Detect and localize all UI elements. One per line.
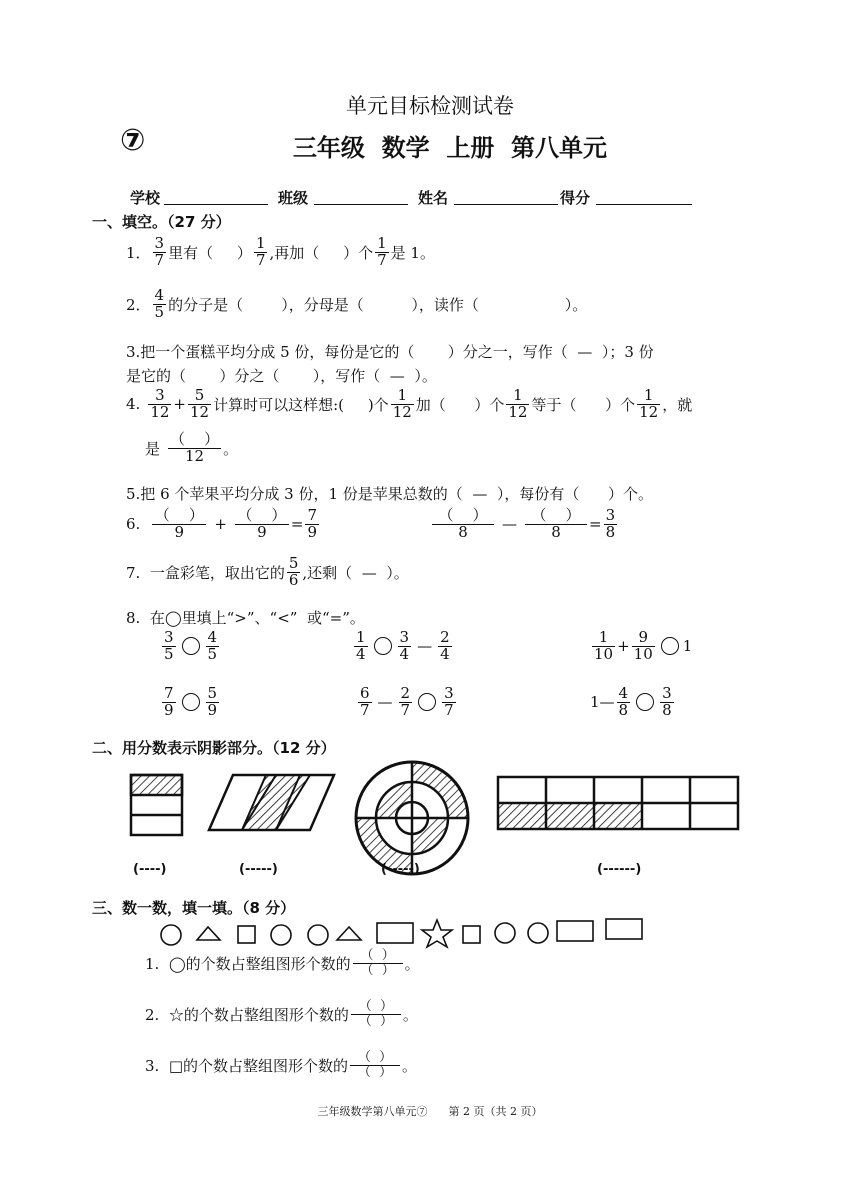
fraction: $\frac{1}{12}$: [639, 386, 659, 421]
section-3-question-2: 2. ☆的个数占整组图形个数的 $\frac{( )}{( )}$ 。: [145, 999, 418, 1029]
section-3-title: 三、数一数，填一填。（8 分）: [92, 899, 296, 917]
compare-item: $\frac{6}{7}$ — $\frac{2}{7}$ $\frac{3}{7}$: [360, 684, 454, 719]
fraction: $\frac{( )}{12}$: [170, 430, 220, 465]
triangle-shape: [337, 927, 361, 940]
compare-item: 1— $\frac{4}{8}$ $\frac{3}{8}$: [590, 684, 672, 719]
class-label: 班级: [278, 189, 309, 207]
fraction: $\frac{7}{9}$: [164, 684, 174, 719]
question-6-left: 6. $\frac{( )}{9}$ + $\frac{( )}{9}$ = $\frac{7}{9}$: [126, 506, 318, 541]
fraction: $\frac{4}{5}$: [154, 286, 165, 321]
fraction: $\frac{3}{7}$: [154, 234, 165, 269]
rectangle-shape: [377, 923, 413, 943]
fraction: $\frac{5}{6}$: [288, 554, 299, 589]
fraction: $\frac{3}{12}$: [150, 386, 170, 421]
question-1: 1． $\frac{3}{7}$ 里有（ ） $\frac{1}{7}$ ,再加（ ）个 $\frac{1}{7}$ 是 1。: [126, 234, 435, 269]
compare-item: $\frac{1}{4}$ $\frac{3}{4}$ — $\frac{2}{4}$: [356, 628, 450, 663]
section-2-title: 二、用分数表示阴影部分。（12 分）: [92, 739, 336, 757]
answer-blank[interactable]: (----): [133, 862, 167, 877]
question-5: 5.把 6 个苹果平均分成 3 份，1 份是苹果总数的（ — ），每份有（ ）个。: [126, 485, 653, 503]
question-7: 7. 一盒彩笔，取出它的 $\frac{5}{6}$ ,还剩（ — ）。: [126, 554, 409, 589]
section-3-question-3: 3. □的个数占整组图形个数的 $\frac{( )}{( )}$ 。: [145, 1050, 418, 1080]
square-shape: [463, 926, 480, 943]
fraction: $\frac{3}{7}$: [444, 684, 454, 719]
star-shape: [422, 920, 452, 947]
fraction: $\frac{3}{8}$: [605, 506, 616, 541]
fraction: $\frac{9}{10}$: [633, 628, 653, 663]
fraction-blank[interactable]: $\frac{( )}{( )}$: [353, 949, 403, 977]
fraction: $\frac{1}{10}$: [594, 628, 614, 663]
school-label: 学校: [130, 189, 161, 207]
fraction: $\frac{5}{9}$: [207, 684, 218, 719]
fraction: $\frac{( )}{8}$: [525, 508, 587, 541]
fraction: $\frac{3}{8}$: [662, 684, 672, 719]
question-4-line-2: 是 $\frac{( )}{12}$ 。: [145, 430, 239, 465]
rectangle-shape: [557, 921, 593, 941]
question-3-line-2: 是它的（ ）分之（ ），写作（ — ）。: [126, 367, 437, 385]
circle-shape: [528, 923, 548, 943]
triangle-shape: [197, 927, 220, 940]
question-8-title: 8. 在◯里填上“>”、“<” 或“=”。: [126, 609, 365, 627]
unit-number-badge: ⑦: [120, 123, 146, 158]
fraction: $\frac{1}{12}$: [508, 386, 528, 421]
fraction: $\frac{2}{4}$: [440, 628, 450, 663]
fraction: $\frac{1}{7}$: [255, 234, 266, 269]
name-label: 姓名: [418, 189, 449, 207]
question-3-line-1: 3.把一个蛋糕平均分成 5 份，每份是它的（ ）分之一，写作（ — ）；3 份: [126, 343, 654, 361]
fraction-blank[interactable]: $\frac{( )}{( )}$: [351, 1000, 401, 1028]
fraction: $\frac{4}{8}$: [618, 684, 629, 719]
fraction: $\frac{2}{7}$: [400, 684, 411, 719]
fraction: $\frac{( )}{9}$: [235, 508, 289, 541]
square-shape: [238, 926, 255, 943]
question-2: 2． $\frac{4}{5}$ 的分子是（ ），分母是（ ），读作（ ）。: [126, 286, 588, 321]
circle-shape: [161, 925, 181, 945]
question-6-right: $\frac{( )}{8}$ — $\frac{( )}{8}$ = $\frac{3}{8}$: [430, 508, 619, 541]
fraction: $\frac{1}{4}$: [356, 628, 366, 663]
fraction: $\frac{6}{7}$: [360, 684, 370, 719]
score-label: 得分: [560, 189, 591, 207]
fraction: $\frac{1}{7}$: [377, 234, 387, 269]
fraction: $\frac{( )}{9}$: [152, 508, 206, 541]
page-footer: 三年级数学第八单元⑦ 第 2 页（共 2 页）: [317, 1105, 543, 1118]
fraction: $\frac{1}{12}$: [392, 386, 412, 421]
section-1-title: 一、填空。（27 分）: [92, 213, 231, 231]
fraction: $\frac{4}{5}$: [207, 628, 218, 663]
question-4-line-1: 4. $\frac{3}{12}$ + $\frac{5}{12}$ 计算时可以这样想:( )个 $\frac{1}{12}$ 加（ ）个 $\frac{1}{12}$ 等于（ ）个 $\frac{1}{12}$ ，就: [126, 386, 693, 421]
answer-blank[interactable]: (------): [597, 862, 642, 877]
fraction: $\frac{5}{12}$: [189, 386, 210, 421]
circle-shape: [271, 925, 291, 945]
rectangle-shape: [606, 919, 642, 939]
exam-title: 三年级 数学 上册 第八单元: [292, 134, 608, 162]
answer-blank[interactable]: (-----): [239, 862, 278, 877]
answer-blank[interactable]: (-----): [381, 862, 420, 877]
exam-subtitle: 单元目标检测试卷: [346, 94, 514, 118]
compare-item: $\frac{1}{10}$ + $\frac{9}{10}$ 1: [594, 628, 693, 663]
fraction: $\frac{3}{4}$: [399, 628, 410, 663]
section-3-question-1: 1. ◯的个数占整组图形个数的 $\frac{( )}{( )}$ 。: [145, 948, 420, 978]
circle-shape: [495, 923, 515, 943]
fraction: $\frac{7}{9}$: [307, 506, 318, 541]
fraction: $\frac{3}{5}$: [164, 628, 174, 663]
fraction-blank[interactable]: $\frac{( )}{( )}$: [350, 1051, 400, 1079]
fraction: $\frac{( )}{8}$: [432, 508, 494, 541]
circle-shape: [308, 925, 328, 945]
